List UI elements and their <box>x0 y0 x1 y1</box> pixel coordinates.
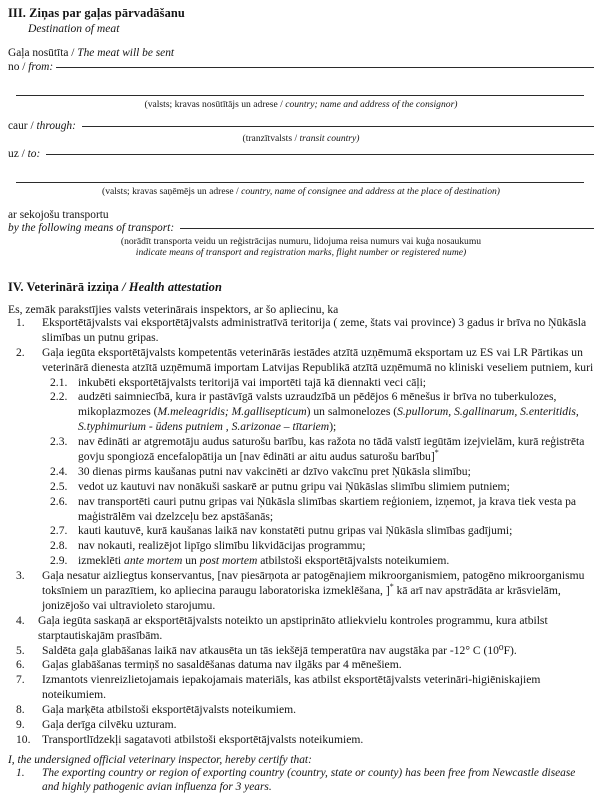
to-field-row[interactable] <box>8 148 594 160</box>
list-item <box>50 539 594 554</box>
from-input-line[interactable] <box>56 67 594 68</box>
item-number: 10. <box>16 732 31 746</box>
item-text: Eksportētājvalsts vai eksportētājvalsts administratīvā teritorija ( zeme, štats vai province) 3 gadus ir brīva no Ņūkāsla slimības un putnu gripas. <box>42 316 587 344</box>
list-item <box>8 614 594 644</box>
list-item <box>8 673 594 703</box>
transport-caption-en: indicate means of transport and registration marks, flight number or registered nume) <box>135 247 467 258</box>
transport-label-en: by the following means of transport: <box>8 222 175 234</box>
item-number: 6. <box>16 658 25 672</box>
list-item <box>8 316 594 346</box>
item-text: nav nokauti, realizējot lipīgo slimību likvidācijas programmu; <box>78 539 366 553</box>
item-number: 3. <box>16 569 25 583</box>
item-text: Gaļa nesatur aizliegtus konservantus, [nav piesārņota ar patogēnajiem mikroorganismiem, patogēno mikroorganismu toksīniem un parazītiem, ko apliecina paraugu laboratoriska izmeklēšana, ]* kā arī nav apstrādāta ar krāsvielām, jonizējošo vai ultravioleto starojumu. <box>42 569 585 612</box>
item-number: 1. <box>16 316 25 329</box>
attestation-lead-lv: Es, zemāk parakstījies valsts veterinārais inspektors, ar šo apliecinu, ka <box>8 303 339 316</box>
item-text: nav ēdināti ar atgremotāju audus saturošu barību, kas ražota no tādā valstī iegūtām izejvielām, kurā reģistrēta govju spongiozā encefalopātija un [nav ēdināti ar aitu audus saturošu barību]* <box>78 435 585 464</box>
through-input-line[interactable] <box>82 126 594 127</box>
section-iii-heading-en: Destination of meat <box>28 22 120 35</box>
transport-input-line[interactable] <box>180 228 594 229</box>
section-iii-heading-lv: III. Ziņas par gaļas pārvadāšanu <box>8 6 185 20</box>
to-input-line[interactable] <box>46 154 594 155</box>
list-item <box>8 766 594 795</box>
list-item <box>8 644 594 659</box>
item-number: 2.2. <box>50 390 68 404</box>
item-text: Izmantots vienreizlietojamais iepakojamais materiāls, kas atbilst eksportētājvalsts veterināri-higiēniskajiem noteikumiem. <box>42 673 541 702</box>
consignee-second-line[interactable] <box>16 182 584 183</box>
item-number: 2.3. <box>50 435 68 449</box>
item-number: 2.8. <box>50 539 68 553</box>
item-text: nav transportēti cauri putnu gripas vai Ņūkāsla slimības skartiem reģioniem, izņemot, ja krava tiek vesta pa maģistrālēm vai dzelzceļu bez apstāšanās; <box>78 494 577 523</box>
item-text: Saldēta gaļa glabāšanas laikā nav atkausēta un tās iekšējā temperatūra nav augstāka par -12° C (10⁰F). <box>42 643 517 657</box>
footnote-marker: * <box>434 448 439 458</box>
item-number: 2. <box>16 345 25 359</box>
item-text: inkubēti eksportētājvalsts teritorijā vai importēti tajā kā diennakti veci cāļi; <box>78 375 427 389</box>
item-number: 5. <box>16 643 25 657</box>
from-field-row[interactable] <box>8 61 594 73</box>
item-number: 7. <box>16 673 25 687</box>
consignor-second-line[interactable] <box>16 95 584 96</box>
section-iv-heading <box>8 280 594 295</box>
list-item <box>8 718 594 733</box>
item-text: 30 dienas pirms kaušanas putni nav vakcinēti ar dzīvo vakcīnu pret Ņūkāsla slimību; <box>78 464 471 478</box>
section-iv-heading-lv: IV. Veterinārā izziņa <box>8 280 123 294</box>
item-text: Gaļas glabāšanas termiņš no sasaldēšanas datuma nav ilgāks par 4 mēnešiem. <box>42 658 402 672</box>
item-number: 4. <box>16 613 25 627</box>
list-item <box>50 554 594 569</box>
item-number: 2.7. <box>50 524 68 538</box>
consignee-caption: (valsts; kravas saņēmējs un adrese / country, name of consignee and address at the place of destination) <box>102 186 500 197</box>
list-item <box>50 465 594 480</box>
section-iv-heading-en: / Health attestation <box>122 280 222 294</box>
list-item <box>8 658 594 673</box>
health-attestation-list <box>8 316 594 748</box>
item-number: 1. <box>16 766 25 779</box>
list-item <box>50 524 594 539</box>
item-text: Gaļa iegūta eksportētājvalsts kompetentās veterinārās iestādes atzītā uzņēmumā eksportam uz ES vai LR Pārtikas un veterinārā dienesta atzītā uzņēmumā importam Latvijas Republikā atzītā uzņēmumā no kliniski veseliem putniem, kuri <box>42 345 594 374</box>
through-label: caur / through: <box>8 120 76 132</box>
item-text: Gaļa derīga cilvēku uzturam. <box>42 718 177 732</box>
item-text: Gaļa iegūta saskaņā ar eksportētājvalsts noteikto un apstiprināto atliekvielu kontroles programmu, kura atbilst starptautiskajām prasībām. <box>38 613 548 642</box>
item-text: Transportlīdzekļi sagatavoti atbilstoši eksportētājvalsts noteikumiem. <box>42 732 364 746</box>
through-field-row[interactable] <box>8 120 594 132</box>
list-item <box>50 376 594 391</box>
item-number: 2.1. <box>50 375 68 389</box>
list-item <box>50 390 594 435</box>
item-text: izmeklēti ante mortem un post mortem atbilstoši eksportētājvalsts noteikumiem. <box>78 554 450 568</box>
item-number: 2.5. <box>50 479 68 493</box>
list-item <box>8 569 594 614</box>
to-label: uz / to: <box>8 148 41 160</box>
consignor-caption: (valsts; kravas nosūtītājs un adrese / country; name and address of the consignor) <box>144 99 458 110</box>
transit-caption: (tranzītvalsts / transit country) <box>242 133 360 144</box>
list-item <box>50 480 594 495</box>
transport-caption-lv: (norādīt transporta veidu un reģistrācijas numuru, lidojuma reisa numurs vai kuģa nosaukumu <box>120 236 482 247</box>
item-text: Gaļa marķēta atbilstoši eksportētājvalsts noteikumiem. <box>42 703 297 717</box>
footnote-marker: * <box>389 582 394 592</box>
section-iv <box>0 280 600 795</box>
transport-label-lv: ar sekojošu transportu <box>8 209 109 221</box>
list-item <box>8 733 594 748</box>
list-item <box>8 346 594 376</box>
item-number: 8. <box>16 703 25 717</box>
health-attestation-sublist <box>50 376 594 570</box>
item-text: audzēti saimniecībā, kura ir pastāvīgā valsts uzraudzībā un pēdējos 6 mēnešus ir brīva no tuberkulozes, mikoplazmozes (M.meleagridis; M.gallisepticum) un salmonelozes (S.pullorum, S.gallinarum, S.enteritidis, S.typhimurium - ūdens putniem , S.arizonae – tītariem); <box>78 390 579 434</box>
from-label: no / from: <box>8 61 54 73</box>
sub-list-wrapper <box>8 376 594 570</box>
meat-sent-label: Gaļa nosūtīta / The meat will be sent <box>8 47 175 59</box>
list-item <box>50 495 594 525</box>
item-number: 2.4. <box>50 464 68 478</box>
english-attestation-list <box>8 766 594 795</box>
english-attestation-lead: I, the undersigned official veterinary inspector, hereby certify that: <box>8 753 312 766</box>
item-number: 9. <box>16 718 25 732</box>
item-text: kauti kautuvē, kurā kaušanas laikā nav konstatēti putnu gripas vai Ņūkāsla slimības gadījumi; <box>78 524 513 538</box>
item-text: The exporting country or region of exporting country (country, state or county) has been free from Newcastle disease and highly pathogenic avian influenza for 3 years. <box>42 766 576 794</box>
item-text: vedot uz kautuvi nav nonākuši saskarē ar putnu gripu vai Ņūkāslas slimību slimiem putniem; <box>78 479 510 493</box>
meat-sent-line <box>8 47 594 59</box>
item-number: 2.9. <box>50 554 68 568</box>
list-item <box>50 435 594 465</box>
transport-field-row[interactable] <box>8 222 594 234</box>
item-number: 2.6. <box>50 494 68 508</box>
section-iii <box>0 0 600 258</box>
list-item <box>8 703 594 718</box>
